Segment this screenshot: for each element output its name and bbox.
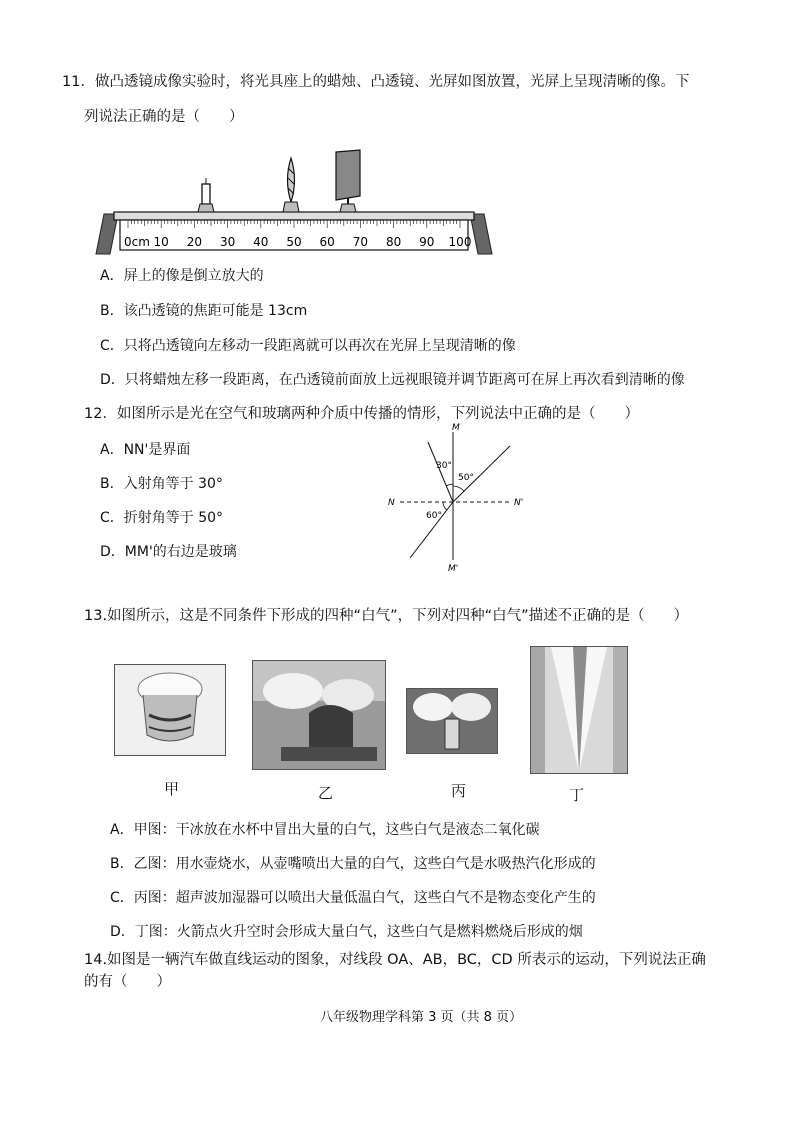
label-n: N xyxy=(388,498,395,508)
ruler-label: 20 xyxy=(186,235,203,249)
q13-option-d: D．丁图：火箭点火升空时会形成大量白气，这些白气是燃料燃烧后形成的烟 xyxy=(110,924,583,940)
convex-lens xyxy=(283,158,299,212)
refraction-diagram xyxy=(380,418,540,578)
ruler-label: 60 xyxy=(319,235,335,249)
ruler-label: 10 xyxy=(153,235,169,249)
q14-stem-line2: 的有（ ） xyxy=(84,974,171,990)
q14-stem-line1: 14.如图是一辆汽车做直线运动的图象，对线段 OA、AB，BC，CD 所表示的运动，下列说法正确 xyxy=(84,952,706,968)
ruler-label: 30 xyxy=(219,235,236,249)
photo-yi xyxy=(252,660,386,770)
ruler-label: 40 xyxy=(253,235,269,249)
q11-stem-line2: 列说法正确的是（ ） xyxy=(84,109,244,125)
q13-option-b: B．乙图：用水壶烧水，从壶嘴喷出大量的白气，这些白气是水吸热汽化形成的 xyxy=(110,856,596,872)
q12-option-c: C．折射角等于 50° xyxy=(100,510,224,526)
q11-option-a: A．屏上的像是倒立放大的 xyxy=(100,268,264,284)
label-m-prime: M' xyxy=(448,564,459,574)
q12-stem: 12．如图所示是光在空气和玻璃两种介质中传播的情形，下列说法中正确的是（ ） xyxy=(84,406,639,422)
q11-option-b: B．该凸透镜的焦距可能是 13cm xyxy=(100,303,308,319)
q11-option-d: D．只将蜡烛左移一段距离，在凸透镜前面放上远视眼镜并调节距离可在屏上再次看到清晰的像 xyxy=(100,372,685,388)
q11-option-c: C．只将凸透镜向左移动一段距离就可以再次在光屏上呈现清晰的像 xyxy=(100,338,516,354)
page-footer: 八年级物理学科第 3 页（共 8 页） xyxy=(320,1010,523,1025)
photo-label-ding: 丁 xyxy=(569,786,585,804)
ruler-label: 100 xyxy=(448,235,472,249)
label-m: M xyxy=(452,423,460,433)
q12-option-b: B．入射角等于 30° xyxy=(100,476,223,492)
label-n-prime: N' xyxy=(514,498,524,508)
ruler-label: 70 xyxy=(352,235,369,249)
photo-jia xyxy=(114,664,226,756)
ruler-label: 50 xyxy=(286,235,302,249)
photo-label-bing: 丙 xyxy=(451,782,467,800)
optical-bench-figure xyxy=(94,148,494,260)
photo-ding xyxy=(530,646,628,774)
light-screen xyxy=(336,150,360,212)
q12-option-d: D．MM'的右边是玻璃 xyxy=(100,544,237,560)
ruler-label: 80 xyxy=(385,235,402,249)
angle-30-label: 30° xyxy=(436,461,452,471)
q13-stem: 13.如图所示，这是不同条件下形成的四种“白气”，下列对四种“白气”描述不正确的是（ ） xyxy=(84,608,689,624)
angle-60-label: 60° xyxy=(426,511,442,521)
q13-option-c: C．丙图：超声波加湿器可以喷出大量低温白气，这些白气不是物态变化产生的 xyxy=(110,890,596,906)
photo-label-yi: 乙 xyxy=(318,784,334,802)
q11-stem-line1: 11．做凸透镜成像实验时，将光具座上的蜡烛、凸透镜、光屏如图放置，光屏上呈现清晰的像。下 xyxy=(62,74,690,90)
angle-50-label: 50° xyxy=(458,473,474,483)
candle xyxy=(198,178,214,212)
photo-bing xyxy=(406,688,498,754)
q12-option-a: A．NN'是界面 xyxy=(100,442,191,458)
q13-option-a: A．甲图：干冰放在水杯中冒出大量的白气，这些白气是液态二氧化碳 xyxy=(110,822,540,838)
ruler-label: 0cm xyxy=(124,235,150,249)
photo-label-jia: 甲 xyxy=(164,780,180,798)
ruler-label: 90 xyxy=(419,235,435,249)
